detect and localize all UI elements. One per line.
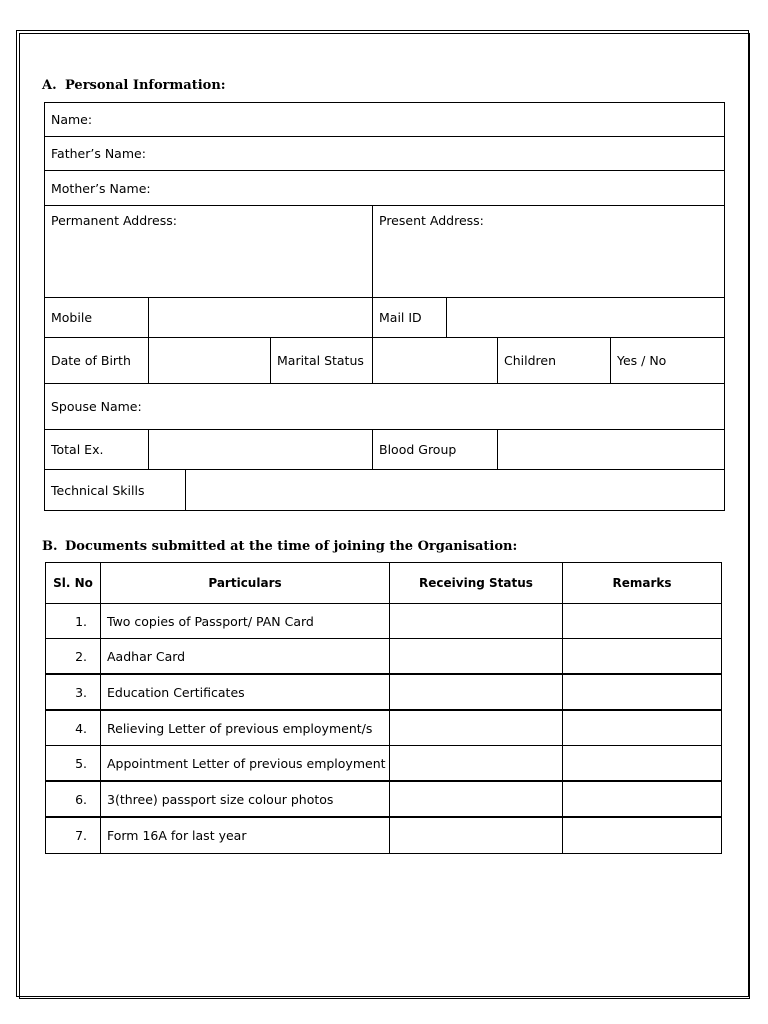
- father-name-label: Father’s Name:: [51, 146, 146, 161]
- column-header-sl-no: Sl. No: [45, 562, 101, 604]
- technical-skills-input[interactable]: [185, 469, 725, 511]
- row-receiving-status-input[interactable]: [389, 603, 563, 639]
- present-address-label: Present Address:: [379, 213, 484, 228]
- children-input[interactable]: [610, 337, 725, 384]
- marital-label-cell: [270, 337, 373, 384]
- row-receiving-status-input[interactable]: [389, 745, 563, 781]
- column-header-particulars: Particulars: [100, 562, 390, 604]
- column-header-receiving-status: Receiving Status: [389, 562, 563, 604]
- row-remarks-input[interactable]: [562, 817, 722, 854]
- row-receiving-status-input[interactable]: [389, 674, 563, 710]
- total-ex-label: Total Ex.: [51, 442, 104, 457]
- mobile-label: Mobile: [51, 310, 93, 325]
- dob-label: Date of Birth: [51, 353, 131, 368]
- total-ex-input[interactable]: [148, 429, 373, 470]
- section-b-title: Documents submitted at the time of joining the Organisation:: [65, 539, 518, 554]
- row-remarks-input[interactable]: [562, 603, 722, 639]
- father-name-field[interactable]: [44, 136, 725, 171]
- permanent-address-field[interactable]: [44, 205, 373, 298]
- row-number: 4.: [45, 710, 101, 746]
- section-a-title: Personal Information:: [65, 78, 226, 93]
- name-label: Name:: [51, 112, 93, 127]
- row-particular: Appointment Letter of previous employment: [100, 745, 390, 781]
- row-receiving-status-input[interactable]: [389, 638, 563, 674]
- blood-group-label-cell: [372, 429, 498, 470]
- mother-name-label: Mother’s Name:: [51, 180, 151, 196]
- technical-skills-label-cell: [44, 469, 186, 511]
- mail-label: Mail ID: [379, 310, 422, 325]
- children-label-cell: [497, 337, 611, 384]
- total-ex-label-cell: [44, 429, 149, 470]
- blood-group-input[interactable]: [497, 429, 725, 470]
- section-b-letter: B.: [42, 539, 58, 554]
- present-address-field[interactable]: [372, 205, 725, 298]
- marital-status-label: Marital Status: [277, 353, 364, 368]
- row-receiving-status-input[interactable]: [389, 781, 563, 817]
- row-number: 1.: [45, 603, 101, 639]
- mail-input[interactable]: [446, 297, 725, 338]
- row-remarks-input[interactable]: [562, 710, 722, 746]
- row-number: 7.: [45, 817, 101, 854]
- blood-group-label: Blood Group: [379, 442, 457, 457]
- technical-skills-label: Technical Skills: [51, 482, 145, 498]
- row-receiving-status-input[interactable]: [389, 817, 563, 854]
- row-particular: Education Certificates: [100, 674, 390, 710]
- permanent-address-label: Permanent Address:: [51, 213, 177, 228]
- row-remarks-input[interactable]: [562, 781, 722, 817]
- row-number: 3.: [45, 674, 101, 710]
- row-particular: Relieving Letter of previous employment/s: [100, 710, 390, 746]
- section-a-letter: A.: [42, 78, 57, 93]
- mother-name-field[interactable]: [44, 170, 725, 206]
- row-particular: Aadhar Card: [100, 638, 390, 674]
- row-particular: 3(three) passport size colour photos: [100, 781, 390, 817]
- row-number: 2.: [45, 638, 101, 674]
- row-number: 5.: [45, 745, 101, 781]
- section-b-heading: [42, 539, 517, 554]
- spouse-name-field[interactable]: [44, 383, 725, 430]
- dob-label-cell: [44, 337, 149, 384]
- row-receiving-status-input[interactable]: [389, 710, 563, 746]
- mail-label-cell: [372, 297, 447, 338]
- children-label: Children: [504, 353, 557, 368]
- dob-input[interactable]: [148, 337, 271, 384]
- mobile-label-cell: [44, 297, 149, 338]
- row-particular: Form 16A for last year: [100, 817, 390, 854]
- row-remarks-input[interactable]: [562, 674, 722, 710]
- children-options: Yes / No: [617, 353, 667, 368]
- spouse-name-label: Spouse Name:: [51, 399, 142, 414]
- row-number: 6.: [45, 781, 101, 817]
- row-remarks-input[interactable]: [562, 638, 722, 674]
- column-header-remarks: Remarks: [562, 562, 722, 604]
- marital-status-input[interactable]: [372, 337, 498, 384]
- row-remarks-input[interactable]: [562, 745, 722, 781]
- mobile-input[interactable]: [148, 297, 373, 338]
- row-particular: Two copies of Passport/ PAN Card: [100, 603, 390, 639]
- section-a-heading: [42, 78, 226, 93]
- name-field[interactable]: [44, 102, 725, 137]
